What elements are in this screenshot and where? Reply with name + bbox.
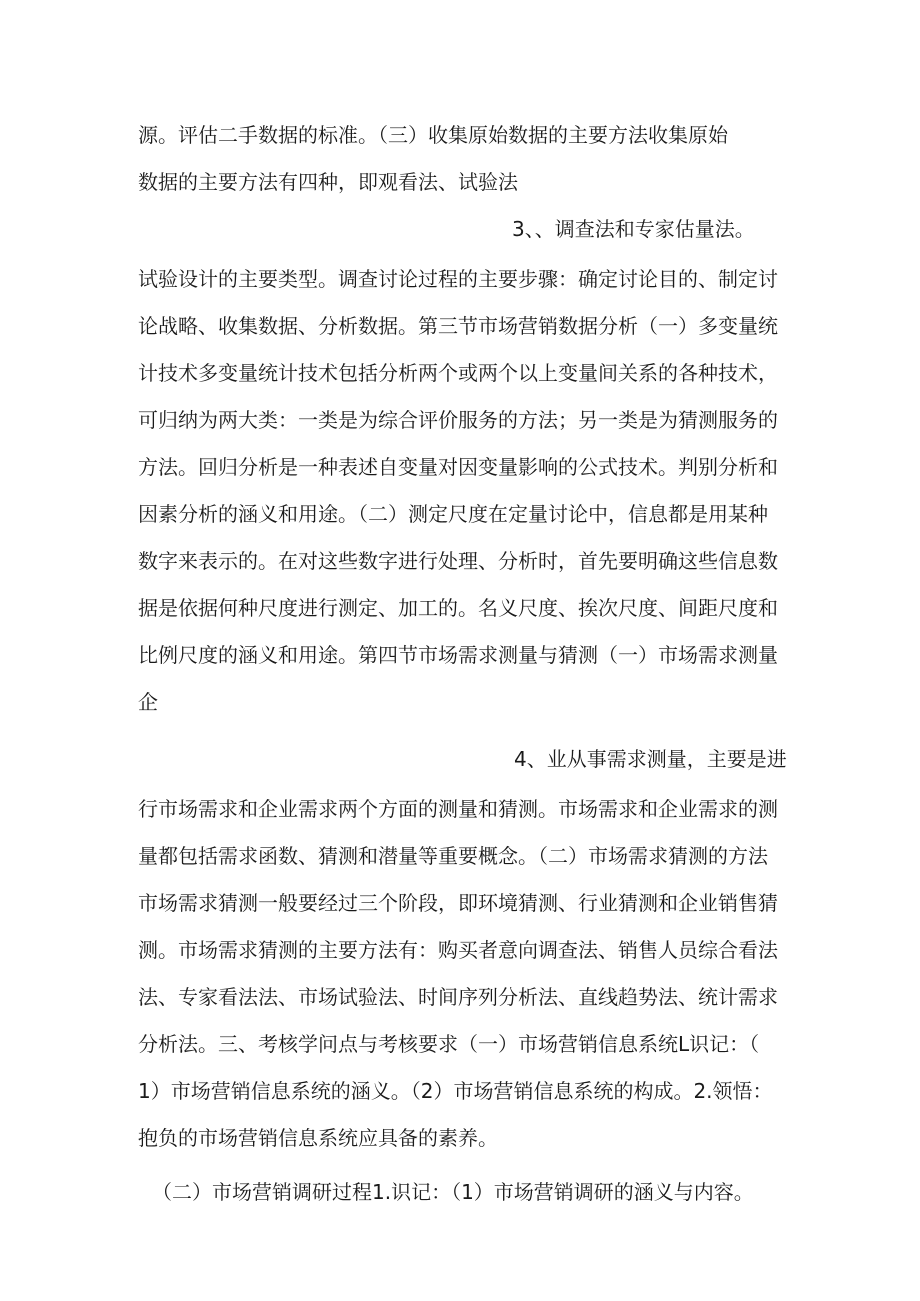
text-line: 4、业从事需求测量，主要是进 <box>514 747 787 771</box>
text-line: 源。评估二手数据的标准。（三）收集原始数据的主要方法收集原始 <box>138 123 728 147</box>
text-line: 数据的主要方法有四种，即观看法、试验法 <box>138 170 518 194</box>
text-line: 分析法。三、考核学问点与考核要求（一）市场营销信息系统L识记：（ <box>138 1032 760 1056</box>
text-line: 3、、调查法和专家估量法。 <box>512 217 755 241</box>
text-line: （二）市场营销调研过程1.识记：（1）市场营销调研的涵义与内容。 <box>152 1180 754 1204</box>
text-line: 据是依据何种尺度进行测定、加工的。名义尺度、挨次尺度、间距尺度和 <box>138 596 778 620</box>
text-line: 量都包括需求函数、猜测和潜量等重要概念。（二）市场需求猜测的方法 <box>138 844 768 868</box>
text-line: 市场需求猜测一般要经过三个阶段，即环境猜测、行业猜测和企业销售猜 <box>138 891 778 915</box>
text-line: 论战略、收集数据、分析数据。第三节市场营销数据分析（一）多变量统 <box>138 314 778 338</box>
text-line: 因素分析的涵义和用途。（二）测定尺度在定量讨论中，信息都是用某种 <box>138 502 768 526</box>
text-line: 抱负的市场营销信息系统应具备的素养。 <box>138 1126 498 1150</box>
text-line: 数字来表示的。在对这些数字进行处理、分析时，首先要明确这些信息数 <box>138 549 778 573</box>
text-line: 试验设计的主要类型。调查讨论过程的主要步骤：确定讨论目的、制定讨 <box>138 267 778 291</box>
text-line: 行市场需求和企业需求两个方面的测量和猜测。市场需求和企业需求的测 <box>138 797 778 821</box>
text-line: 计技术多变量统计技术包括分析两个或两个以上变量间关系的各种技术， <box>138 361 778 385</box>
text-line: 法、专家看法法、市场试验法、时间序列分析法、直线趋势法、统计需求 <box>138 985 778 1009</box>
text-line: 企 <box>138 690 158 714</box>
text-line: 1）市场营销信息系统的涵义。（2）市场营销信息系统的构成。2.领悟： <box>138 1079 773 1103</box>
text-line: 可归纳为两大类：一类是为综合评价服务的方法；另一类是为猜测服务的 <box>138 408 778 432</box>
text-line: 比例尺度的涵义和用途。第四节市场需求测量与猜测（一）市场需求测量 <box>138 643 778 667</box>
text-line: 测。市场需求猜测的主要方法有：购买者意向调查法、销售人员综合看法 <box>138 938 778 962</box>
text-line: 方法。回归分析是一种表述自变量对因变量影响的公式技术。判别分析和 <box>138 455 778 479</box>
